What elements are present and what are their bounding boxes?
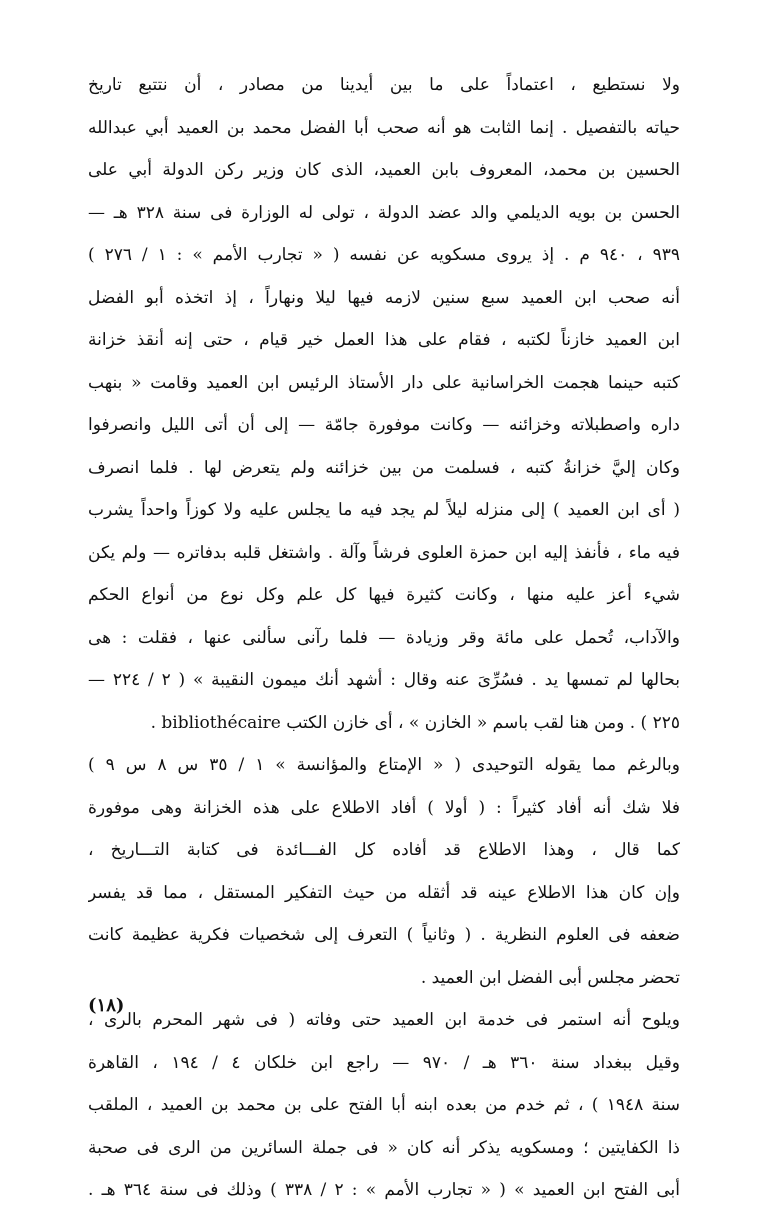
text-line: شيء أعز عليه منها ، وكانت كثيرة فيها كل علم وكل نوع من أنواع الحكم xyxy=(88,585,680,605)
text-line: والآداب، تُحمل على مائة وقر وزيادة — فلما رآنى سألنى عنها ، فقلت : هى xyxy=(88,627,680,648)
text-line: تحضر مجلس أبى الفضل ابن العميد . xyxy=(420,967,680,988)
text-line: ٩٣٩ ، ٩٤٠ م . إذ يروى مسكويه عن نفسه ( « تجارب الأمم » : ١ / ٢٧٦ ) xyxy=(88,245,680,265)
text-line: ولا نستطيع ، اعتماداً على ما بين أيدينا من مصادر ، أن نتتبع تاريخ xyxy=(88,75,680,95)
body-text xyxy=(88,64,680,1212)
text-line: كما قال ، وهذا الاطلاع قد أفاده كل الفـــائدة فى كتابة التـــاريخ ، xyxy=(88,840,680,860)
text-line: ضعفه فى العلوم النظرية . ( وثانياً ) التعرف إلى شخصيات فكرية عظيمة كانت xyxy=(88,925,680,945)
text-line: ( أى ابن العميد ) إلى منزله ليلاً لم يجد فيه ما يجلس عليه ولا كوزاً واحداً يشرب xyxy=(88,500,680,520)
text-line: حياته بالتفصيل . إنما الثابت هو أنه صحب أبا الفضل محمد بن العميد أبي عبدالله xyxy=(88,117,680,138)
text-line: أبى الفتح ابن العميد » ( « تجارب الأمم » : ٢ / ٣٣٨ ) وذلك فى سنة ٣٦٤ هـ . xyxy=(88,1180,680,1200)
text-line: وبالرغم مما يقوله التوحيدى ( « الإمتاع والمؤانسة » ١ / ٣٥ س ٨ س ٩ ) xyxy=(88,755,680,775)
text-line: ٢٢٥ ) . ومن هنا لقب باسم « الخازن » ، أى خازن الكتب bibliothécaire . xyxy=(150,712,680,733)
text-line: بحالها لم تمسها يد . فسُرِّىَ عنه وقال : أشهد أنك ميمون النقيبة » ( ٢ / ٢٢٤ — xyxy=(88,670,680,690)
text-line: الحسين بن محمد، المعروف بابن العميد، الذى كان وزير ركن الدولة أبي على xyxy=(88,160,680,180)
text-line: وإن كان هذا الاطلاع عينه قد أثقله من حيث التفكير المستقل ، مما قد يفسر xyxy=(88,882,680,903)
text-line: ذا الكفايتين ؛ ومسكويه يذكر أنه كان « فى جملة السائرين من الرى فى صحبة xyxy=(88,1137,680,1158)
text-line: أنه صحب ابن العميد سبع سنين لازمه فيها ليلا ونهاراً ، إذ اتخذه أبو الفضل xyxy=(88,287,680,308)
text-line: سنة ١٩٤٨ ) ، ثم خدم من بعده ابنه أبا الفتح على بن محمد بن العميد ، الملقب xyxy=(88,1095,680,1115)
text-line: فلا شك أنه أفاد كثيراً : ( أولا ) أفاد الاطلاع على هذه الخزانة وهى موفورة xyxy=(88,797,680,818)
text-line: ابن العميد خازناً لكتبه ، فقام على هذا العمل خير قيام ، حتى إنه أنقذ خزانة xyxy=(88,330,680,350)
text-line: داره واصطبلاته وخزائنه — وكانت موفورة جامّة — إلى أن أتى الليل وانصرفوا xyxy=(88,415,680,435)
text-line: كتبه حينما هجمت الخراسانية على دار الأستاذ الرئيس ابن العميد وقامت « بنهب xyxy=(88,372,680,393)
text-line: فيه ماء ، فأنفذ إليه ابن حمزة العلوى فرشاً وآلة . واشتغل قلبه بدفاتره — ولم يكن xyxy=(88,542,680,563)
text-line: وقيل ببغداد سنة ٣٦٠ هـ / ٩٧٠ — راجع ابن خلكان ٤ / ١٩٤ ، القاهرة xyxy=(88,1052,680,1073)
text-line: الحسن بن بويه الديلمي والد عضد الدولة ، تولى له الوزارة فى سنة ٣٢٨ هـ — xyxy=(88,202,680,223)
page-number: (١٨) xyxy=(88,995,125,1016)
text-line: ويلوح أنه استمر فى خدمة ابن العميد حتى وفاته ( فى شهر المحرم بالرى ، xyxy=(88,1010,680,1030)
text-line: وكان إليَّ خزانةُ كتبه ، فسلمت من بين خزائنه ولم يتعرض لها . فلما انصرف xyxy=(88,457,680,478)
